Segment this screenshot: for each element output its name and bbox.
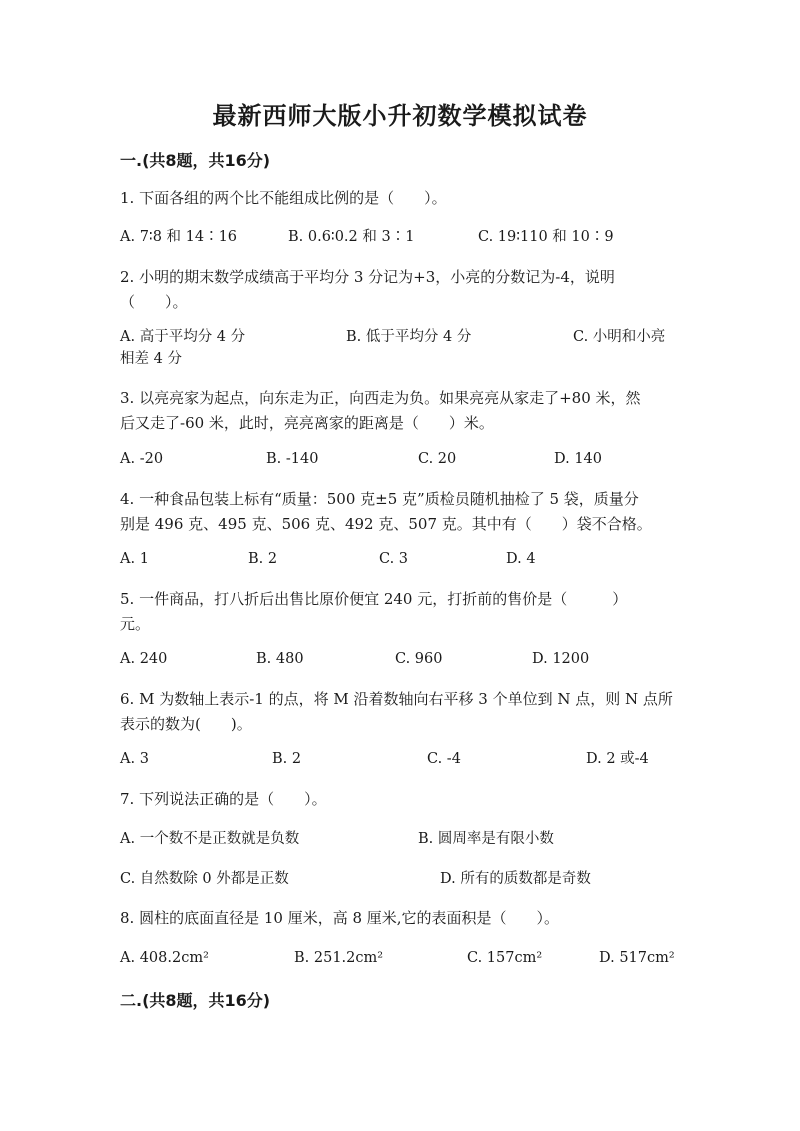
question-4: [120, 487, 680, 537]
option-c: C. -4: [427, 751, 461, 767]
question-4-options: [120, 547, 680, 572]
question-stem-line: 别是 496 克、495 克、506 克、492 克、507 克。其中有（ ）袋不合格。: [120, 515, 652, 533]
option-c: C. 自然数除 0 外都是正数: [120, 871, 289, 887]
question-stem-line: 2. 小明的期末数学成绩高于平均分 3 分记为+3，小亮的分数记为-4，说明: [120, 268, 615, 286]
question-8-options: [120, 946, 680, 971]
question-2-options: [120, 326, 680, 370]
question-6: [120, 687, 680, 737]
option-c: C. 20: [418, 451, 457, 467]
option-b: B. 251.2cm²: [294, 950, 384, 966]
question-7-options-row-1: [120, 827, 680, 852]
option-a: A. 一个数不是正数就是负数: [120, 831, 300, 847]
option-a: A. -20: [120, 451, 164, 467]
question-stem-line: （ ）。: [120, 293, 188, 311]
option-a: A. 3: [120, 751, 149, 767]
question-1-options: [120, 225, 680, 250]
question-7-options-row-2: [120, 867, 680, 892]
section-heading-2: 二.(共8题，共16分): [120, 991, 271, 1010]
option-c: C. 157cm²: [467, 950, 543, 966]
option-a: A. 408.2cm²: [120, 950, 209, 966]
question-stem-line: 表示的数为( )。: [120, 715, 252, 733]
question-stem-line: 1. 下面各组的两个比不能组成比例的是（ ）。: [120, 189, 447, 207]
question-stem-line: 后又走了-60 米，此时，亮亮离家的距离是（ ）米。: [120, 414, 494, 432]
question-5-options: [120, 647, 680, 672]
option-b: B. -140: [266, 451, 319, 467]
option-a: A. 高于平均分 4 分: [120, 329, 246, 345]
question-8: [120, 906, 680, 931]
option-d: D. 4: [506, 551, 536, 567]
option-b: B. 480: [256, 651, 304, 667]
question-5: [120, 587, 680, 637]
question-2: [120, 265, 680, 315]
option-a: A. 1: [120, 551, 149, 567]
question-1: [120, 186, 680, 211]
option-c: C. 小明和小亮: [573, 329, 666, 345]
option-c: C. 960: [395, 651, 443, 667]
option-d: D. 140: [554, 451, 603, 467]
option-a: A. 240: [120, 651, 168, 667]
page-title: 最新西师大版小升初数学模拟试卷: [212, 102, 588, 130]
option-d: D. 517cm²: [599, 950, 675, 966]
question-stem-line: 元。: [120, 615, 151, 633]
section-heading-1: 一.(共8题，共16分): [120, 151, 271, 170]
option-c: C. 19∶110 和 10∶9: [478, 229, 614, 245]
option-b: B. 2: [272, 751, 302, 767]
question-6-options: [120, 747, 680, 772]
question-stem-line: 8. 圆柱的底面直径是 10 厘米，高 8 厘米,它的表面积是（ ）。: [120, 909, 560, 927]
question-3-options: [120, 447, 680, 472]
option-d: D. 2 或-4: [586, 751, 649, 767]
option-c: C. 3: [379, 551, 409, 567]
option-b: B. 低于平均分 4 分: [346, 329, 472, 345]
option-c-continued: 相差 4 分: [120, 351, 182, 367]
question-stem-line: 3. 以亮亮家为起点，向东走为正，向西走为负。如果亮亮从家走了+80 米，然: [120, 389, 641, 407]
question-stem-line: 5. 一件商品，打八折后出售比原价便宜 240 元，打折前的售价是（ ）: [120, 590, 628, 608]
question-stem-line: 7. 下列说法正确的是（ ）。: [120, 790, 327, 808]
question-7: [120, 787, 680, 812]
option-b: B. 0.6∶0.2 和 3∶1: [288, 229, 415, 245]
question-stem-line: 6. M 为数轴上表示-1 的点，将 M 沿着数轴向右平移 3 个单位到 N 点，则 N 点所: [120, 690, 673, 708]
option-b: B. 2: [248, 551, 278, 567]
option-a: A. 7∶8 和 14∶16: [120, 229, 238, 245]
option-d: D. 所有的质数都是奇数: [440, 871, 591, 887]
option-b: B. 圆周率是有限小数: [418, 831, 554, 847]
question-3: [120, 386, 680, 436]
question-stem-line: 4. 一种食品包装上标有“质量：500 克±5 克”质检员随机抽检了 5 袋，质量分: [120, 490, 639, 508]
option-d: D. 1200: [532, 651, 590, 667]
